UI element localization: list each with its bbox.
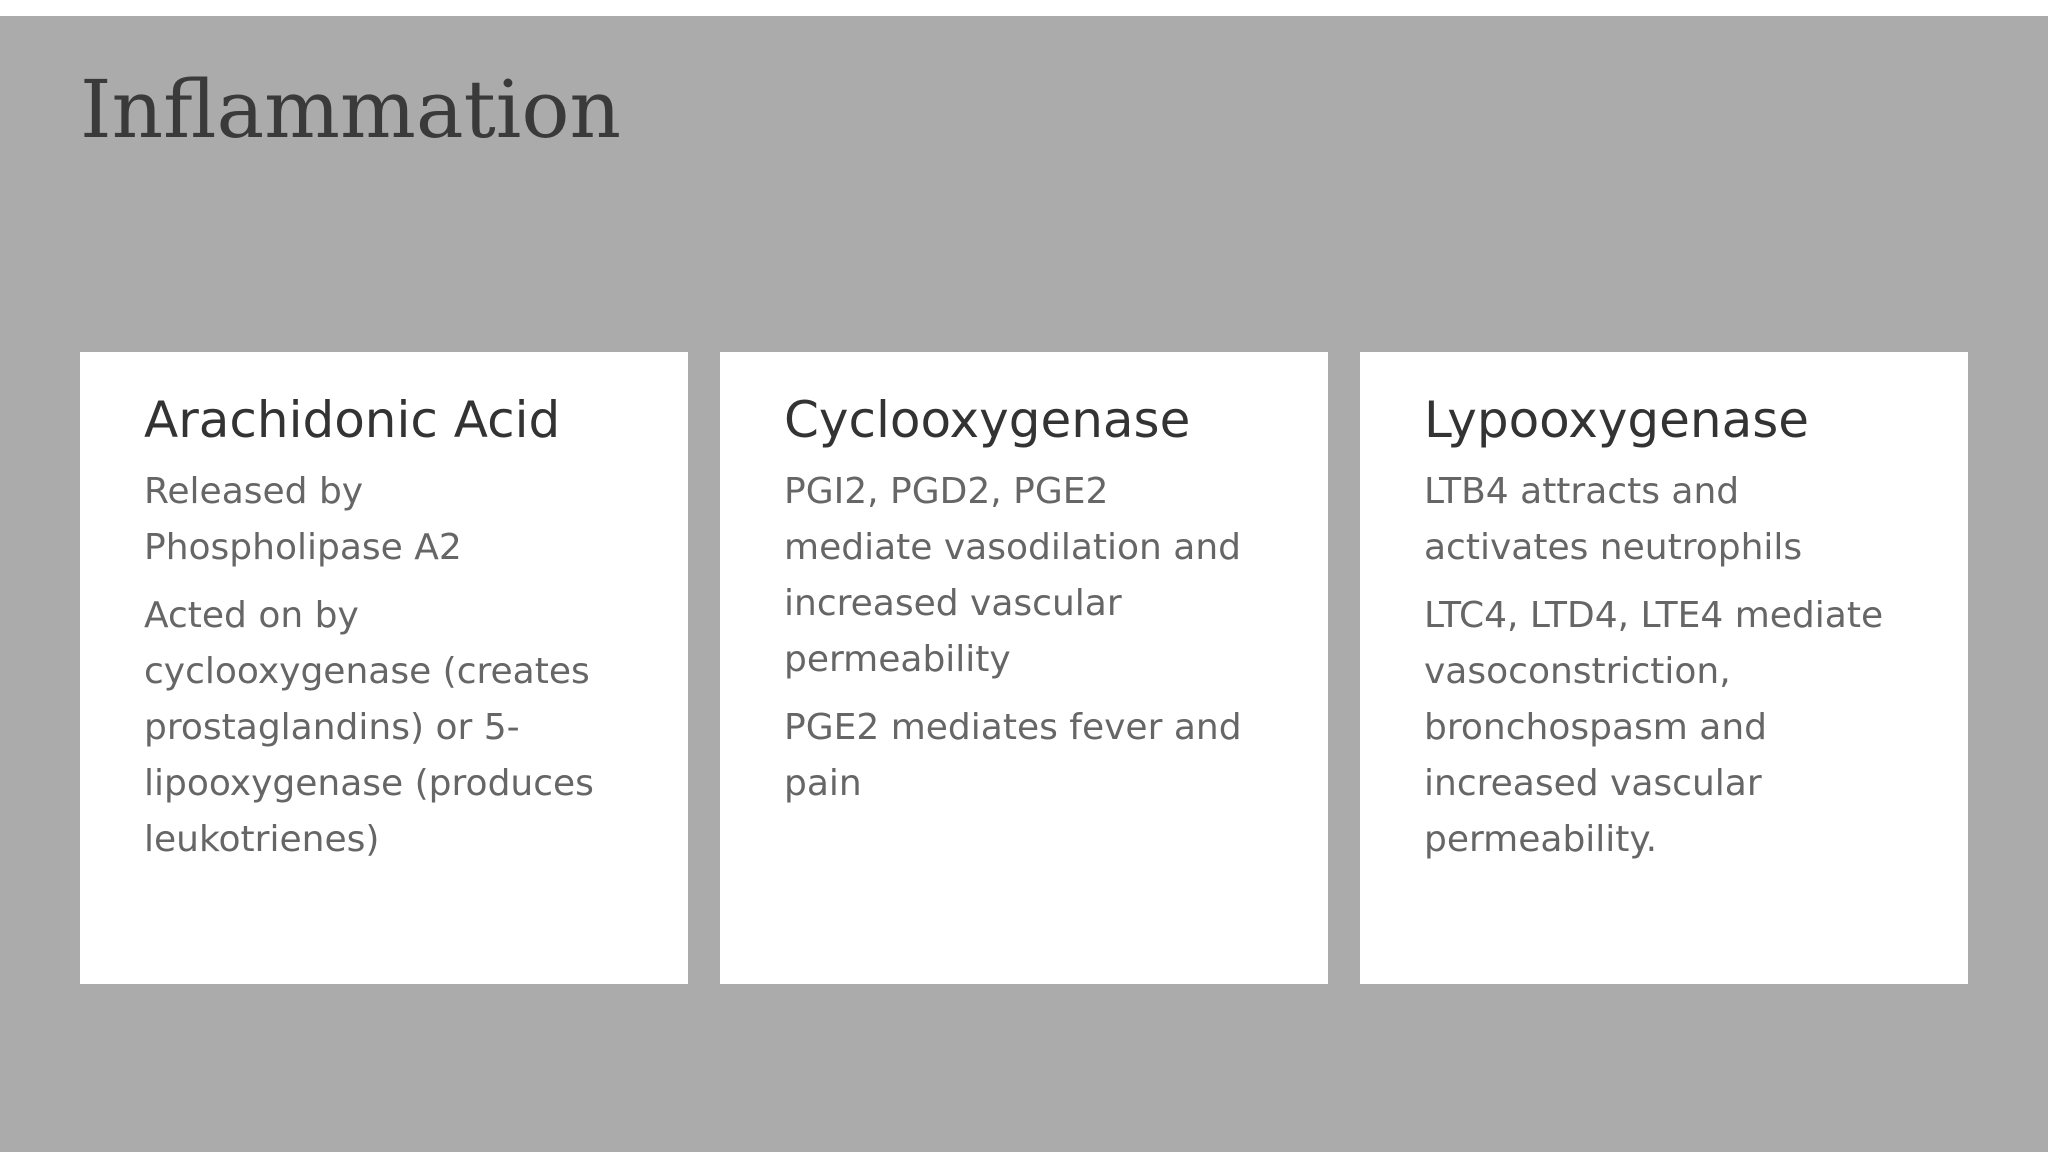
slide-title: Inflammation — [80, 63, 622, 156]
card-title: Arachidonic Acid — [144, 391, 561, 449]
card-paragraph: Released by Phospholipase A2 — [144, 471, 462, 568]
card-paragraph: PGI2, PGD2, PGE2 mediate vasodilation and increased vascular permeability — [784, 471, 1242, 680]
card-arachidonic-acid — [80, 352, 688, 984]
card-title: Lypooxygenase — [1424, 391, 1810, 449]
card-cyclooxygenase — [720, 352, 1328, 984]
card-paragraph: PGE2 mediates fever and pain — [784, 707, 1242, 804]
card-title: Cyclooxygenase — [784, 391, 1191, 449]
card-lypooxygenase — [1360, 352, 1968, 984]
slide — [0, 16, 2048, 1152]
card-paragraph: LTC4, LTD4, LTE4 mediate vasoconstriction, bronchospasm and increased vascular permeability. — [1424, 595, 1884, 860]
card-paragraph: LTB4 attracts and activates neutrophils — [1424, 471, 1803, 568]
card-paragraph: Acted on by cyclooxygenase (creates prostaglandins) or 5-lipooxygenase (produces leukotrienes) — [144, 595, 594, 860]
